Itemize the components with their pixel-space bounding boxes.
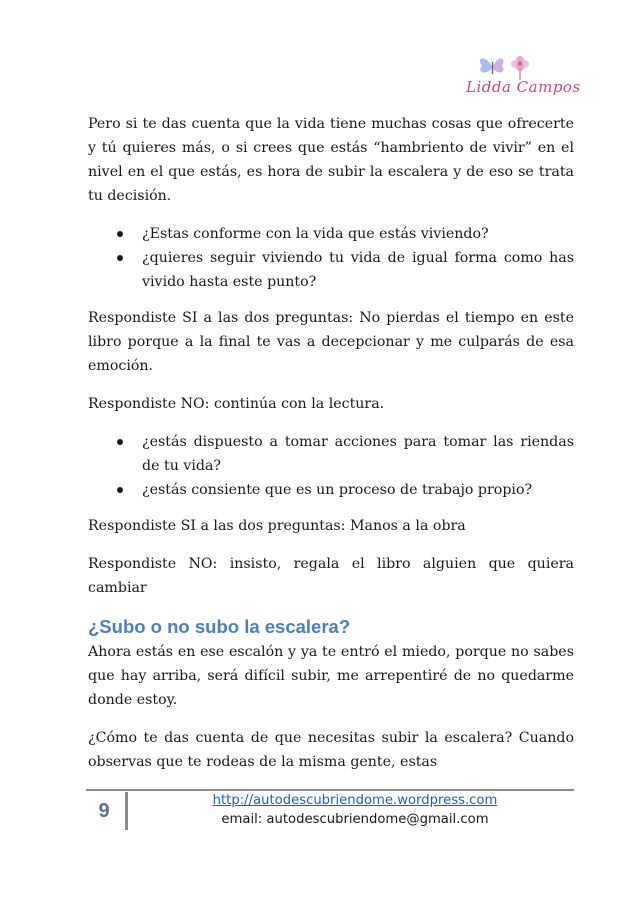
question-list-2 bbox=[88, 430, 574, 502]
paragraph-intro: Pero si te das cuenta que la vida tiene muchas cosas que ofrecerte y tú quieres más, o si crees que estás “hambriento de vivir” en el nivel en el que estás, es hora de subir la escalera y de eso se trata tu decisión. bbox=[88, 116, 574, 204]
list-item: ¿estás consiente que es un proceso de trabajo propio? bbox=[88, 478, 574, 502]
logo-text: Lidda Campos bbox=[466, 78, 581, 96]
page-number: 9 bbox=[98, 800, 110, 822]
paragraph-section-2: ¿Cómo te das cuenta de que necesitas subir la escalera? Cuando observas que te rodeas de la misma gente, estas bbox=[88, 730, 574, 770]
bullet-icon bbox=[117, 255, 123, 261]
bullet-icon bbox=[117, 439, 123, 445]
paragraph-answer-no-1: Respondiste NO: continúa con la lectura. bbox=[88, 396, 385, 412]
lidda-campos-logo bbox=[462, 50, 582, 108]
paragraph-section-1: Ahora estás en ese escalón y ya te entró el miedo, porque no sabes que hay arriba, será difícil subir, me arrepentiré de no quedarme donde estoy. bbox=[88, 644, 574, 708]
page-body bbox=[88, 112, 574, 788]
page-number-divider bbox=[125, 792, 128, 830]
paragraph-answer-si-1: Respondiste SI a las dos preguntas: No pierdas el tiempo en este libro porque a la final te vas a decepcionar y me culparás de esa emoción. bbox=[88, 310, 574, 374]
list-item: ¿Estas conforme con la vida que estás viviendo? bbox=[88, 222, 574, 246]
paragraph-answer-no-2: Respondiste NO: insisto, regala el libro alguien que quiera cambiar bbox=[88, 556, 574, 596]
list-item: ¿quieres seguir viviendo tu vida de igual forma como has vivido hasta este punto? bbox=[88, 246, 574, 294]
blog-link[interactable]: http://autodescubriendome.wordpress.com bbox=[212, 793, 498, 808]
question-list-1 bbox=[88, 222, 574, 294]
footer-divider bbox=[86, 789, 574, 791]
bullet-icon bbox=[117, 231, 123, 237]
footer-email: email: autodescubriendome@gmail.com bbox=[221, 812, 489, 827]
bullet-icon bbox=[117, 487, 123, 493]
paragraph-answer-si-2: Respondiste SI a las dos preguntas: Manos a la obra bbox=[88, 518, 466, 534]
butterfly-flower-icon bbox=[462, 50, 582, 80]
list-item: ¿estás dispuesto a tomar acciones para tomar las riendas de tu vida? bbox=[88, 430, 574, 478]
section-heading: ¿Subo o no subo la escalera? bbox=[88, 616, 351, 637]
